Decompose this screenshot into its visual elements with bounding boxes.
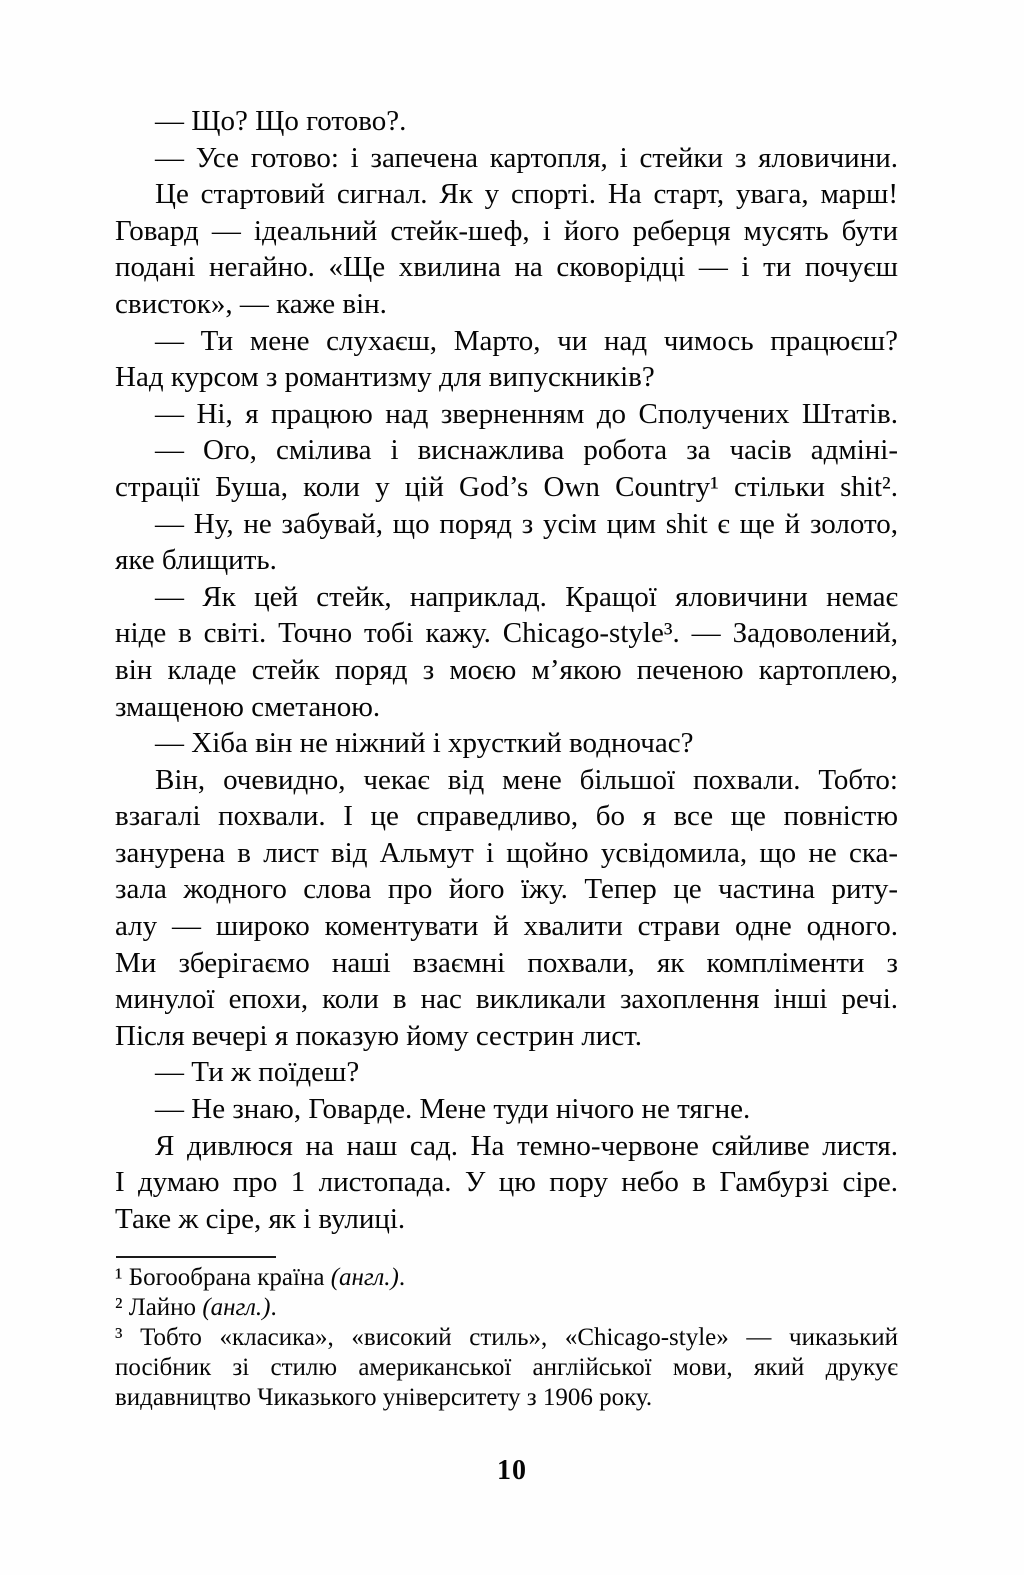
body-line [115,359,898,396]
body-line-text: страції Буша, коли у цій God’s Own Country¹ стільки shit². [115,470,898,503]
body-line [115,1164,898,1201]
body-line-text: алу — широко коментувати й хвалити страви одне одного. [115,910,898,943]
body-line-text: Таке ж сіре, як і вулиці. [115,1202,406,1235]
body-line-text: Над курсом з романтизму для випускників? [115,361,655,394]
footnote-line [115,1353,898,1383]
body-line-text: зала жодного слова про його їжу. Тепер це частина риту- [115,873,898,906]
body-line-text: Говард — ідеальний стейк-шеф, і його реберця мусять бути [115,214,898,247]
body-line-text: свисток», — каже він. [115,287,387,320]
body-line-text: — Ого, смілива і виснажлива робота за часів адміні- [155,434,898,467]
body-line [115,249,898,286]
footnote-line-text: ² Лайно (англ.). [115,1294,277,1321]
body-line [115,579,898,616]
body-line [115,323,898,360]
body-line [115,762,898,799]
page-text [115,103,898,1237]
body-line [115,103,898,140]
body-line [115,981,898,1018]
footnote-separator [116,1256,276,1258]
body-line [115,615,898,652]
footnote-line [115,1383,898,1413]
body-line-text: взагалі похвали. І це справедливо, бо я все ще повністю [115,800,898,833]
body-line [115,871,898,908]
body-line-text: ніде в світі. Точно тобі кажу. Chicago-style³. — Задоволений, [115,617,898,650]
body-line [115,542,898,579]
body-line [115,1128,898,1165]
body-line [115,213,898,250]
body-line [115,506,898,543]
body-line [115,945,898,982]
body-line [115,835,898,872]
body-line-text: подані негайно. «Ще хвилина на сковорідці — і ти почуєш [115,251,898,284]
body-line-text: він кладе стейк поряд з моєю м’якою печеною картоплею, [115,653,898,686]
body-line [115,432,898,469]
body-line-text: — Ти мене слухаєш, Марто, чи над чимось працюєш? [155,324,898,357]
footnote-line [115,1323,898,1353]
body-line-text: Він, очевидно, чекає від мене більшої похвали. Тобто: [155,763,898,796]
body-line-text: Ми зберігаємо наші взаємні похвали, як компліменти з [115,946,898,979]
body-line-text: — Не знаю, Говарде. Мене туди нічого не тягне. [155,1093,751,1126]
body-line [115,1201,898,1238]
body-line-text: — Як цей стейк, наприклад. Кращої яловичини немає [155,580,898,613]
body-line [115,689,898,726]
body-line-text: занурена в лист від Альмут і щойно усвідомила, що не ска- [115,836,898,869]
body-line-text: — Усе готово: і запечена картопля, і стейки з яловичини. [155,141,898,174]
body-line-text: — Ти ж поїдеш? [155,1056,360,1089]
body-line-text: змащеною сметаною. [115,690,381,723]
footnote-line-text: ³ Тобто «класика», «високий стиль», «Chicago-style» — чиказький [115,1324,898,1351]
body-line-text: минулої епохи, коли в нас викликали захоплення інші речі. [115,983,898,1016]
footnotes [115,1263,898,1413]
body-line-text: — Що? Що готово?. [155,105,407,137]
body-line [115,1091,898,1128]
body-line-text: Я дивлюся на наш сад. На темно-червоне сяйливе листя. [155,1129,898,1162]
body-line-text: Після вечері я показую йому сестрин лист. [115,1019,642,1052]
body-line [115,176,898,213]
body-line [115,286,898,323]
page-number: 10 [497,1455,527,1486]
body-line [115,140,898,177]
body-line [115,908,898,945]
body-line [115,652,898,689]
footnote-line [115,1263,898,1293]
body-line-text: яке блищить. [115,544,277,577]
body-line [115,1018,898,1055]
body-line-text: І думаю про 1 листопада. У цю пору небо в Гамбурзі сіре. [115,1166,898,1199]
body-line-text: Це стартовий сигнал. Як у спорті. На старт, увага, марш! [155,178,898,211]
footnote-line [115,1293,898,1323]
body-line [115,1054,898,1091]
body-line-text: — Ні, я працюю над зверненням до Сполучених Штатів. [155,397,898,430]
footnote-line-text: ¹ Богообрана країна (англ.). [115,1264,406,1291]
body-line [115,396,898,433]
body-line-text: — Ну, не забувай, що поряд з усім цим shit є ще й золото, [155,507,898,540]
body-line [115,469,898,506]
body-line-text: — Хіба він не ніжний і хрусткий водночас? [155,727,694,760]
footnote-line-text: посібник зі стилю американської англійської мови, який друкує [115,1354,898,1381]
body-line [115,725,898,762]
body-line [115,798,898,835]
footnote-line-text: видавництво Чиказького університету з 1906 року. [115,1384,653,1411]
